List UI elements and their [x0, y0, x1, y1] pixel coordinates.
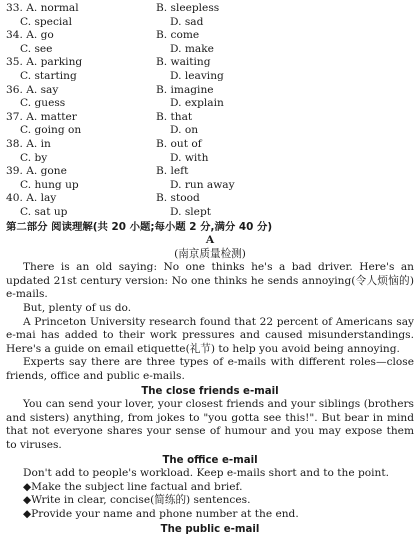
- option-b: B. out of: [156, 137, 202, 150]
- option-row: [6, 29, 414, 43]
- option-row: [6, 206, 414, 220]
- heading-public: The public e-mail: [160, 523, 260, 535]
- option-a: 38. A. in: [6, 137, 51, 150]
- paragraph: A Princeton University research found that 22 percent of Americans say e-mai has added to their work pressures and caused misunderstandings. Here's a guide on email etiquette(礼节) to help you avoid being annoying.: [6, 315, 414, 355]
- answer-options: [6, 2, 414, 220]
- option-row: [6, 138, 414, 152]
- option-b: B. left: [156, 165, 189, 178]
- option-d: D. make: [170, 42, 214, 55]
- option-c: C. by: [20, 151, 48, 164]
- option-a: 36. A. say: [6, 83, 59, 96]
- passage-title: [6, 234, 414, 261]
- option-row: [6, 56, 414, 70]
- option-row: [6, 43, 414, 57]
- option-b: B. that: [156, 110, 193, 123]
- option-c: C. going on: [20, 124, 82, 137]
- option-row: [6, 97, 414, 111]
- list-item: ◆Make the subject line factual and brief.: [22, 480, 243, 493]
- option-row: [6, 16, 414, 30]
- paragraph: But, plenty of us do.: [22, 302, 132, 315]
- option-d: D. leaving: [170, 69, 224, 82]
- option-c: C. starting: [20, 69, 77, 82]
- option-a: 33. A. normal: [6, 2, 79, 14]
- passage-source: (南京质量检测): [174, 247, 246, 260]
- paragraph: You can send your lover, your closest friends and your siblings (brothers and sisters) anything, from jokes to "you gotta see this!". But bear in mind that not everyone shares your sense of humour and you may expose them to viruses.: [6, 398, 414, 451]
- list-item: ◆Write in clear, concise(简练的) sentences.: [22, 494, 251, 507]
- paragraph: Don't add to people's workload. Keep e-mails short and to the point.: [22, 467, 389, 480]
- option-a: 35. A. parking: [6, 56, 83, 69]
- option-d: D. on: [170, 124, 199, 137]
- option-b: B. waiting: [156, 56, 211, 69]
- option-row: [6, 84, 414, 98]
- option-row: [6, 70, 414, 84]
- option-b: B. imagine: [156, 83, 214, 96]
- paragraph: Experts say there are three types of e-mails with different roles—close friends, office and public e-mails.: [6, 356, 414, 383]
- passage-label: A: [205, 234, 215, 247]
- option-c: C. hung up: [20, 178, 79, 191]
- option-row: [6, 124, 414, 138]
- option-a: 40. A. lay: [6, 192, 57, 205]
- option-b: B. come: [156, 29, 200, 42]
- option-a: 34. A. go: [6, 29, 54, 42]
- heading-close-friends: The close friends e-mail: [141, 385, 279, 397]
- option-c: C. special: [20, 15, 72, 28]
- option-c: C. sat up: [20, 205, 68, 218]
- option-d: D. run away: [170, 178, 235, 191]
- option-row: [6, 111, 414, 125]
- section-title: 第二部分 阅读理解(共 20 小题;每小题 2 分,满分 40 分): [6, 220, 273, 233]
- option-a: 37. A. matter: [6, 110, 77, 123]
- option-d: D. slept: [170, 205, 211, 218]
- heading-office: The office e-mail: [162, 454, 258, 466]
- option-d: D. with: [170, 151, 209, 164]
- option-a: 39. A. gone: [6, 165, 67, 178]
- option-row: [6, 192, 414, 206]
- option-d: D. sad: [170, 15, 204, 28]
- list-item: ◆Provide your name and phone number at the end.: [22, 507, 299, 520]
- option-d: D. explain: [170, 97, 224, 110]
- option-row: [6, 152, 414, 166]
- option-row: [6, 2, 414, 16]
- option-row: [6, 179, 414, 193]
- option-c: C. guess: [20, 97, 66, 110]
- option-b: B. sleepless: [156, 2, 220, 14]
- option-b: B. stood: [156, 192, 200, 205]
- paragraph: There is an old saying: No one thinks he's a bad driver. Here's an updated 21st century version: No one thinks he sends annoying(令人烦恼的) e-mails.: [6, 261, 414, 301]
- option-row: [6, 165, 414, 179]
- option-c: C. see: [20, 42, 53, 55]
